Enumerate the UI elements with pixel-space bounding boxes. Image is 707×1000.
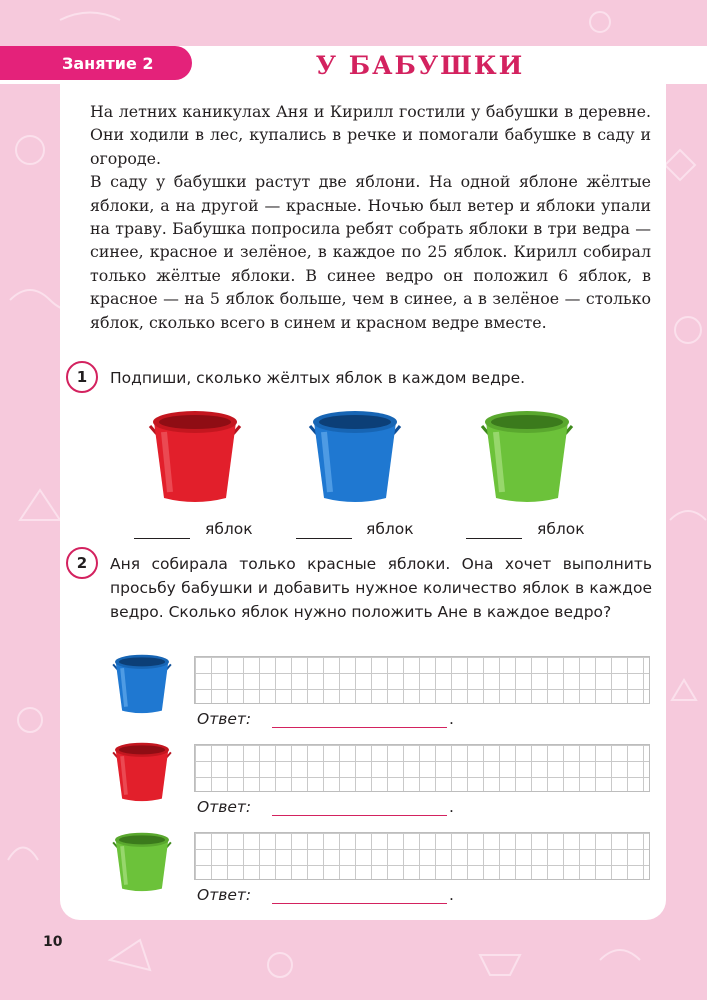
page-number: 10 bbox=[43, 934, 63, 950]
red-bucket-small-icon bbox=[108, 736, 176, 806]
answer-grid-2[interactable] bbox=[194, 744, 650, 792]
answer-grid-3[interactable] bbox=[194, 832, 650, 880]
task-1-number: 1 bbox=[66, 361, 98, 393]
task-2-number: 2 bbox=[66, 547, 98, 579]
answer-label-1: Ответ: bbox=[197, 710, 252, 728]
blue-bucket-icon bbox=[302, 402, 408, 508]
blue-bucket-small-icon bbox=[108, 648, 176, 718]
answer-dot-2: . bbox=[449, 798, 454, 816]
answer-dot-3: . bbox=[449, 886, 454, 904]
blue-bucket-blank[interactable] bbox=[296, 538, 352, 539]
green-bucket-label: яблок bbox=[537, 520, 585, 538]
answer-label-3: Ответ: bbox=[197, 886, 252, 904]
green-bucket-small-icon bbox=[108, 826, 176, 896]
lesson-label: Занятие 2 bbox=[62, 53, 154, 73]
task-2-text: Аня собирала только красные яблоки. Она хочет выполнить просьбу бабушки и добавить нужное количество яблок в каждое ведро. Сколько яблок нужно положить Ане в каждое ведро? bbox=[110, 555, 652, 621]
answer-label-2: Ответ: bbox=[197, 798, 252, 816]
task-1-text: Подпиши, сколько жёлтых яблок в каждом ведре. bbox=[110, 369, 526, 387]
blue-bucket-label: яблок bbox=[366, 520, 414, 538]
answer-grid-1[interactable] bbox=[194, 656, 650, 704]
green-bucket-blank[interactable] bbox=[466, 538, 522, 539]
story-text bbox=[90, 100, 651, 334]
story-paragraph-2: В саду у бабушки растут две яблони. На одной яблоне жёлтые яблоки, а на другой — красные. Ночью был ветер и яблоки упали на траву. Бабушка попросила ребят собрать яблоки в три ведра — синее, красное и зелёное, в каждое по 25 яблок. Кирилл собирал только жёлтые яблоки. В синее ведро он положил 6 яблок, в красное — на 5 яблок больше, чем в синее, а в зелёное — столько яблок, сколько всего в синем и красном ведре вместе. bbox=[90, 172, 651, 332]
answer-line-2[interactable] bbox=[272, 815, 447, 816]
story-paragraph-1: На летних каникулах Аня и Кирилл гостили у бабушки в деревне. Они ходили в лес, купались в речке и помогали бабушке в саду и огороде. bbox=[90, 102, 651, 168]
red-bucket-icon bbox=[142, 402, 248, 508]
answer-dot-1: . bbox=[449, 710, 454, 728]
red-bucket-label: яблок bbox=[205, 520, 253, 538]
page-title: У БАБУШКИ bbox=[315, 50, 525, 80]
lesson-tab bbox=[0, 46, 192, 80]
green-bucket-icon bbox=[474, 402, 580, 508]
red-bucket-blank[interactable] bbox=[134, 538, 190, 539]
answer-line-3[interactable] bbox=[272, 903, 447, 904]
answer-line-1[interactable] bbox=[272, 727, 447, 728]
